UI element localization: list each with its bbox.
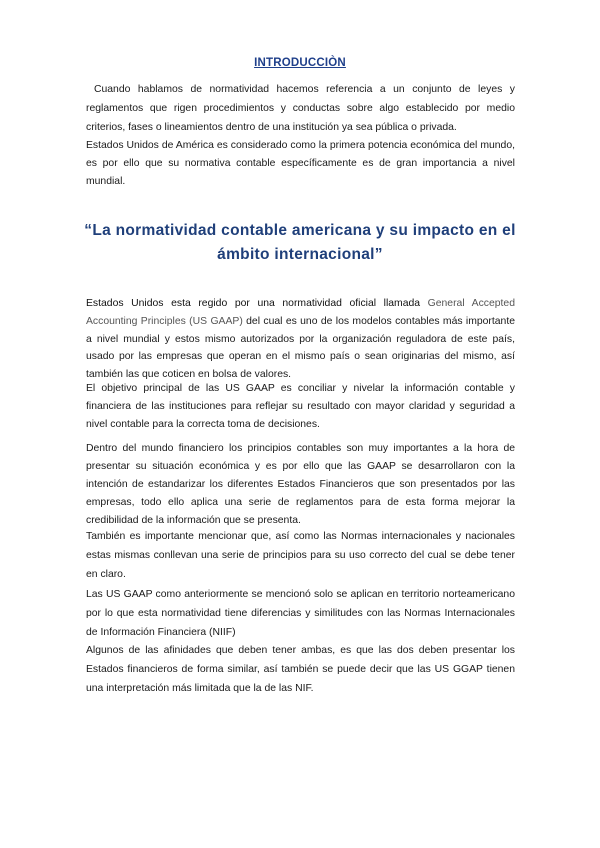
body-paragraph-5: Las US GAAP como anteriormente se mencionó solo se aplican en territorio norteamericano por lo que esta normatividad tiene diferencias y similitudes con las Normas Internacionales de Información Financiera (NIIF) [86,589,515,638]
body-paragraph-4: También es importante mencionar que, así como las Normas internacionales y nacionales estas mismas conllevan una serie de principios para su uso correcto del cual se debe tener en claro. [86,531,515,580]
body-paragraph-1-rest: del cual es uno de los modelos contables más importante a nivel mundial y estos mismo autorizados por la organización reguladora de este país, usado por las empresas que operan en el mismo país o sean originarias del mismo, así también las que coticen en bolsa de valores. [86,315,515,381]
intro-paragraph-2: Estados Unidos de América es considerado como la primera potencia económica del mundo, es por ello que su normativa contable específicamente es de gran importancia a nivel mundial. [86,140,515,187]
body-paragraph-3: Dentro del mundo financiero los principios contables son muy importantes a la hora de presentar su situación económica y es por ello que las GAAP se desarrollaron con la intención de estandarizar los diferentes Estados Financieros que son presentados por las empresas, todo ello aplica una serie de reglamentos para de esta forma mejorar la credibilidad de la información que se presenta. [86,443,515,526]
document-title: “La normatividad contable americana y su impacto en el ámbito internacional” [84,222,516,263]
section-heading: INTRODUCCIÒN [254,57,346,69]
body-paragraph-2: El objetivo principal de las US GAAP es conciliar y nivelar la información contable y financiera de las instituciones para reflejar su resultado con mayor claridad y seguridad a nivel contable para la correcta toma de decisiones. [86,383,515,430]
gaap-term: General Accepted Accounting Principles (US GAAP) [86,298,515,327]
body-paragraph-1 [86,295,515,384]
intro-paragraph-1: Cuando hablamos de normatividad hacemos referencia a un conjunto de leyes y reglamentos que rigen procedimientos y conductas sobre algo establecido por medio criterios, fases o lineamientos dentro de una institución ya sea pública o privada. [86,84,515,133]
body-paragraph-6: Algunos de las afinidades que deben tener ambas, es que las dos deben presentar los Estados financieros de forma similar, así también se puede decir que las US GGAP tienen una interpretación más limitada que la de las NIF. [86,645,515,694]
body-paragraph-1-lead: Estados Unidos esta regido por una normatividad oficial llamada [86,298,421,309]
